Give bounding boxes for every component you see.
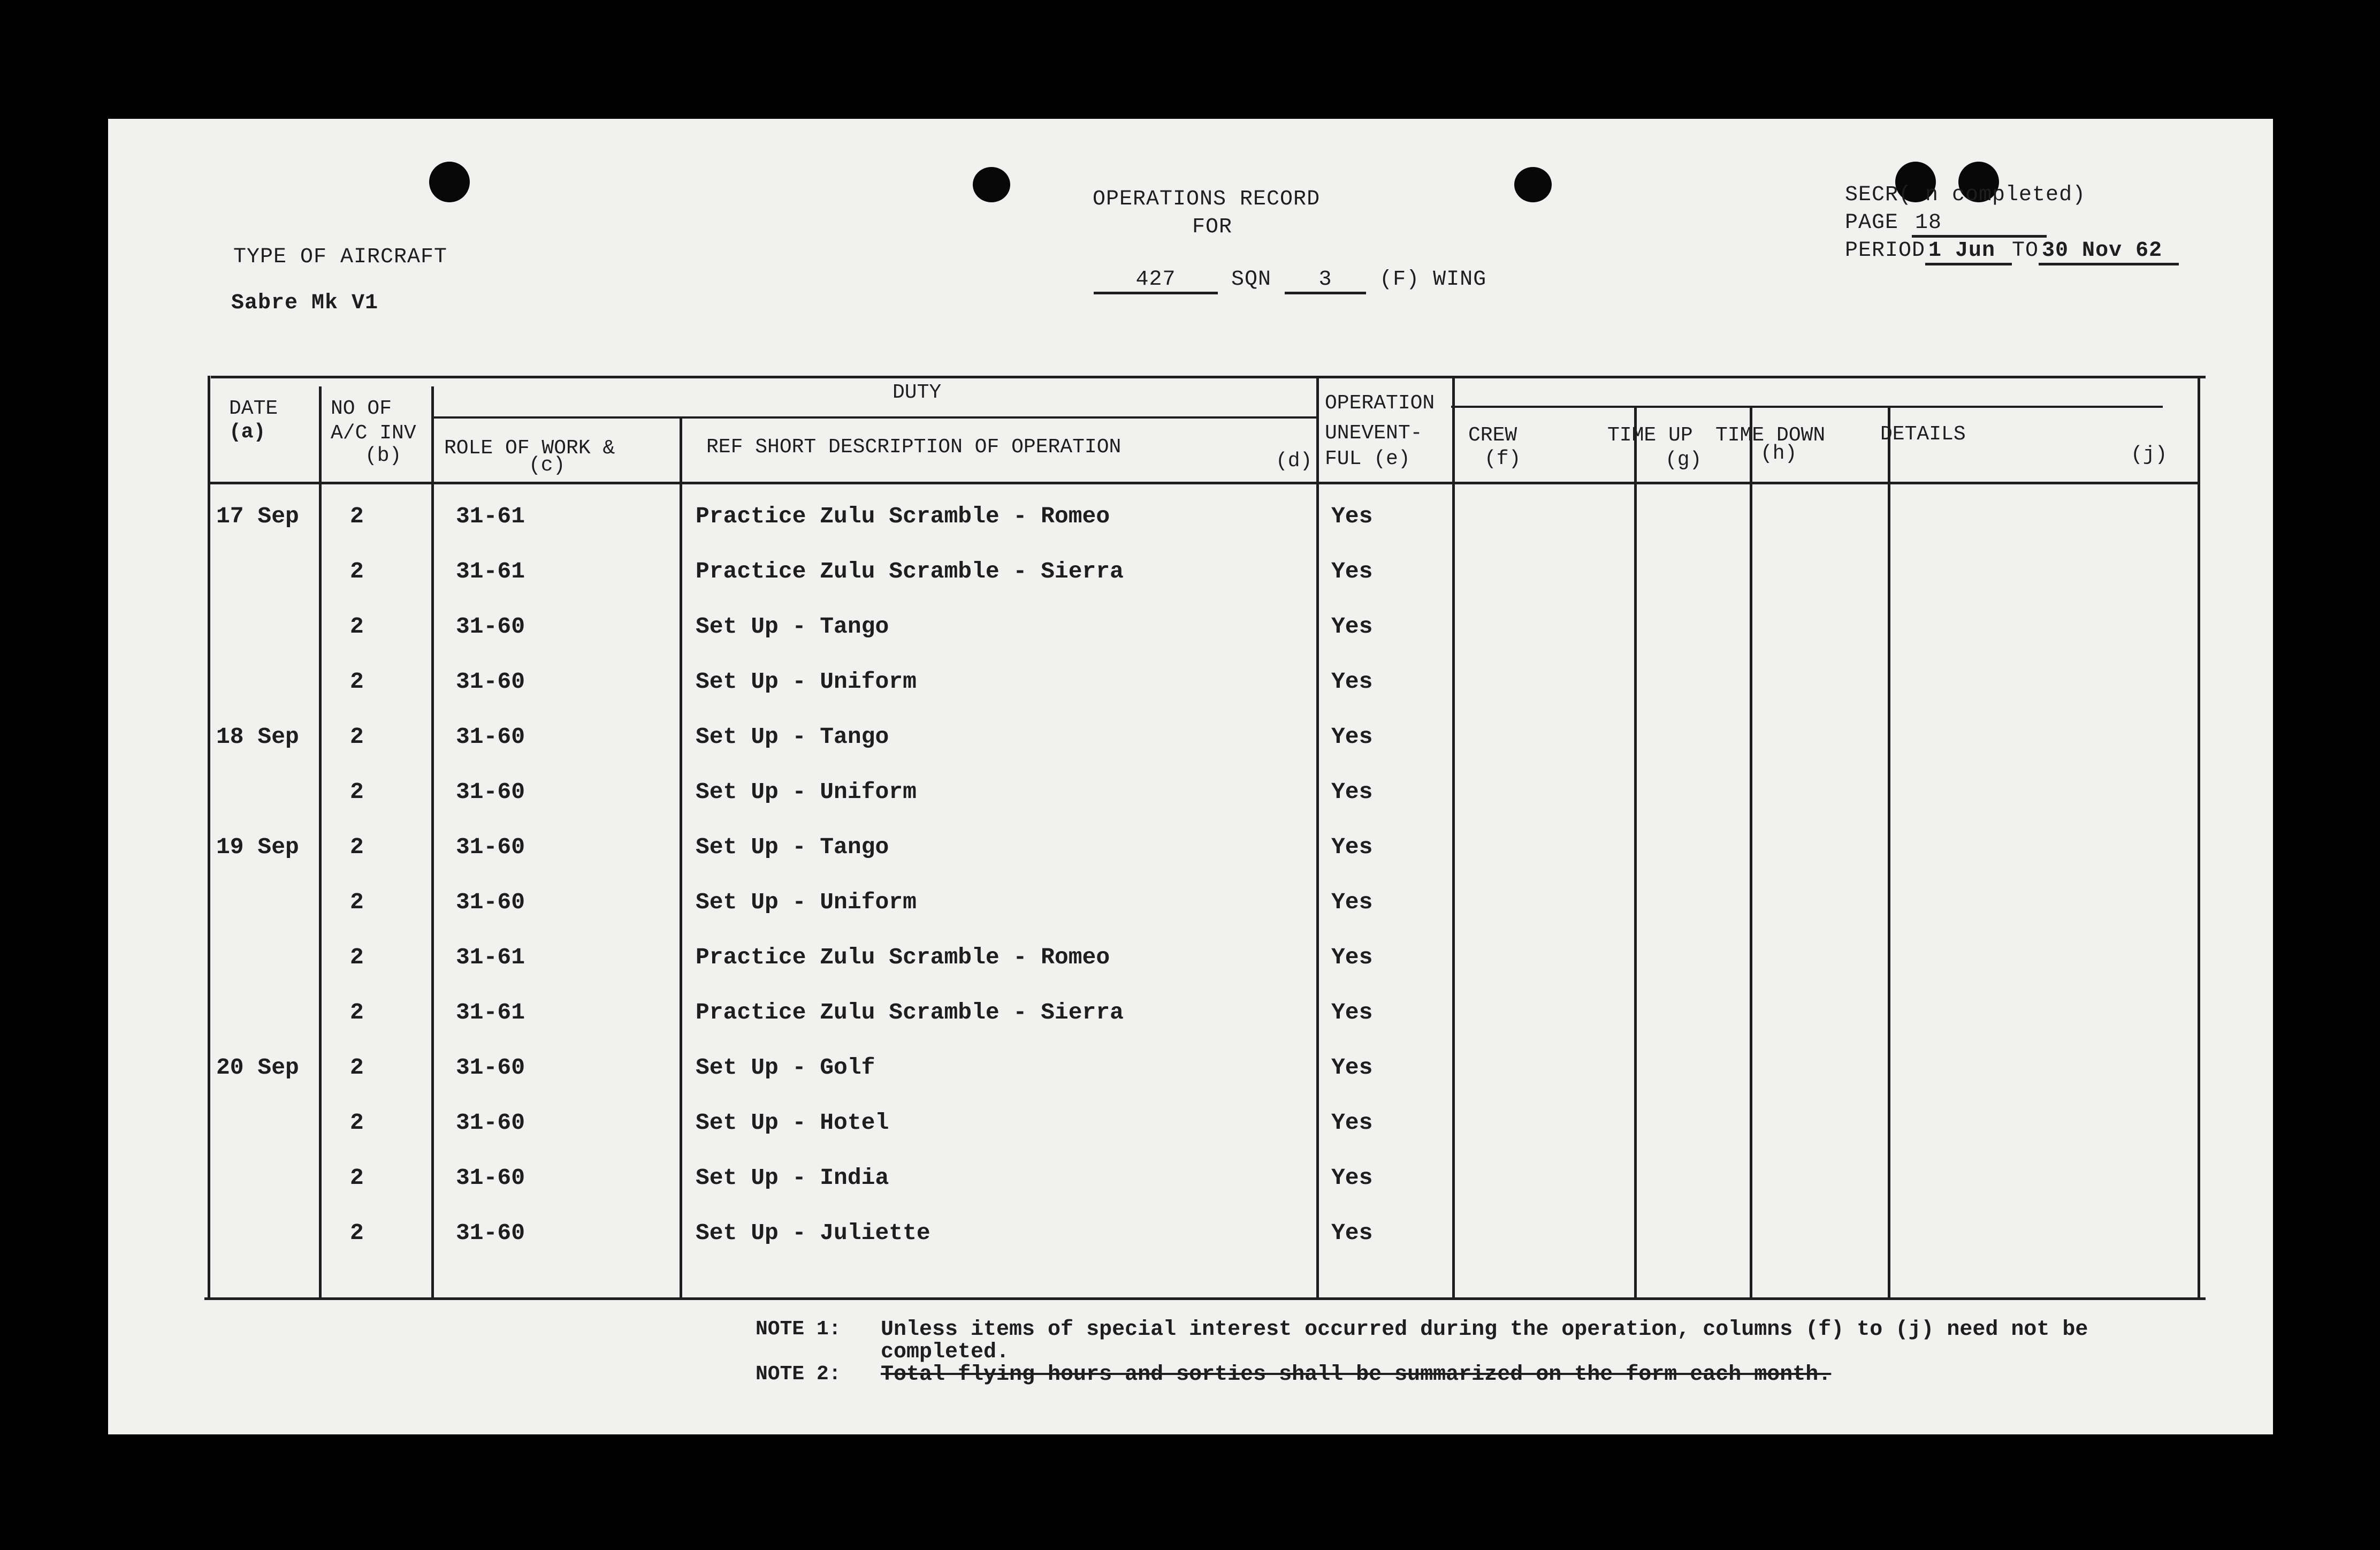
row-role-of-work: 31-60 [456, 834, 525, 860]
header-ac-inv: A/C INV [331, 422, 416, 445]
row-role-of-work: 31-60 [456, 1110, 525, 1136]
row-uneventful: Yes [1331, 1165, 1373, 1191]
row-aircraft-count: 2 [350, 779, 364, 805]
table-row [204, 607, 2206, 662]
security-classification [1845, 183, 2086, 207]
row-uneventful: Yes [1331, 503, 1373, 529]
table-row [204, 938, 2206, 993]
note-2-label: NOTE 2: [756, 1363, 841, 1386]
squadron-line [1094, 268, 1486, 294]
header-crew-key: (f) [1484, 447, 1521, 470]
row-description: Practice Zulu Scramble - Romeo [696, 944, 1110, 970]
row-role-of-work: 31-60 [456, 668, 525, 695]
row-role-of-work: 31-60 [456, 889, 525, 915]
row-date: 18 Sep [216, 724, 299, 750]
table-row [204, 772, 2206, 827]
operations-table [204, 376, 2206, 1419]
punch-hole [1514, 167, 1552, 202]
note-2-text: Total flying hours and sorties shall be summarized on the form each month. [881, 1363, 1832, 1387]
row-uneventful: Yes [1331, 1220, 1373, 1246]
row-aircraft-count: 2 [350, 613, 364, 640]
row-uneventful: Yes [1331, 889, 1373, 915]
period-label: PERIOD [1845, 239, 1926, 263]
row-description: Practice Zulu Scramble - Romeo [696, 503, 1110, 529]
row-aircraft-count: 2 [350, 889, 364, 915]
row-aircraft-count: 2 [350, 944, 364, 970]
row-description: Set Up - Uniform [696, 889, 917, 915]
row-uneventful: Yes [1331, 558, 1373, 584]
page-label: PAGE [1845, 211, 1899, 235]
row-description: Set Up - Uniform [696, 779, 917, 805]
duty-underline [432, 416, 1317, 419]
header-unevent: UNEVENT- [1325, 422, 1423, 445]
header-details-key: (j) [2131, 443, 2168, 466]
aircraft-type: Sabre Mk V1 [231, 291, 379, 315]
row-aircraft-count: 2 [350, 724, 364, 750]
security-prefix: SECR [1845, 183, 1899, 207]
row-role-of-work: 31-61 [456, 558, 525, 584]
header-duty: DUTY [892, 381, 942, 404]
squadron-label: SQN [1231, 268, 1272, 292]
header-date-key: (a) [229, 421, 266, 444]
header-time-up-key: (g) [1665, 449, 1702, 472]
row-description: Set Up - Hotel [696, 1110, 889, 1136]
row-role-of-work: 31-60 [456, 779, 525, 805]
table-row [204, 1158, 2206, 1213]
row-description: Set Up - Tango [696, 834, 889, 860]
header-crew: CREW [1468, 424, 1517, 447]
header-separator [208, 482, 2199, 484]
header-time-down-key: (h) [1760, 442, 1797, 465]
row-role-of-work: 31-60 [456, 1165, 525, 1191]
row-role-of-work: 31-61 [456, 999, 525, 1025]
header-ref: REF SHORT DESCRIPTION OF OPERATION [706, 436, 1122, 459]
right-group-underline [1451, 406, 2163, 408]
row-aircraft-count: 2 [350, 1110, 364, 1136]
header-ful: FUL (e) [1325, 447, 1410, 470]
table-row [204, 827, 2206, 883]
punch-hole [429, 162, 470, 202]
row-uneventful: Yes [1331, 1110, 1373, 1136]
header-role-key: (c) [529, 454, 566, 477]
row-description: Set Up - Uniform [696, 668, 917, 695]
form-title: OPERATIONS RECORD [1093, 187, 1321, 211]
row-role-of-work: 31-60 [456, 724, 525, 750]
period-to: 30 Nov 62 [2039, 239, 2179, 265]
table-row [204, 497, 2206, 552]
page-line [1845, 211, 2047, 238]
row-aircraft-count: 2 [350, 1220, 364, 1246]
row-role-of-work: 31-60 [456, 613, 525, 640]
row-date: 19 Sep [216, 834, 299, 860]
document-sheet [108, 119, 2273, 1434]
row-aircraft-count: 2 [350, 1165, 364, 1191]
row-uneventful: Yes [1331, 779, 1373, 805]
row-date: 20 Sep [216, 1054, 299, 1081]
table-row [204, 662, 2206, 717]
row-aircraft-count: 2 [350, 558, 364, 584]
table-row [204, 552, 2206, 607]
row-aircraft-count: 2 [350, 668, 364, 695]
row-uneventful: Yes [1331, 613, 1373, 640]
header-date: DATE [229, 397, 278, 420]
header-ref-key: (d) [1276, 450, 1313, 473]
row-uneventful: Yes [1331, 668, 1373, 695]
period-to-label: TO [2012, 239, 2039, 263]
row-description: Set Up - Golf [696, 1054, 875, 1081]
wing-label: (F) WING [1379, 268, 1487, 292]
table-row [204, 717, 2206, 772]
header-no-of: NO OF [331, 397, 392, 420]
row-date: 17 Sep [216, 503, 299, 529]
row-aircraft-count: 2 [350, 834, 364, 860]
row-description: Practice Zulu Scramble - Sierra [696, 999, 1124, 1025]
wing-number: 3 [1285, 268, 1366, 294]
row-description: Set Up - Tango [696, 724, 889, 750]
table-row [204, 993, 2206, 1048]
aircraft-type-label: TYPE OF AIRCRAFT [233, 245, 448, 269]
row-aircraft-count: 2 [350, 1054, 364, 1081]
header-time-down: TIME DOWN [1715, 424, 1826, 447]
row-uneventful: Yes [1331, 999, 1373, 1025]
row-uneventful: Yes [1331, 834, 1373, 860]
header-operation: OPERATION [1325, 392, 1435, 415]
table-row [204, 1213, 2206, 1268]
table-border-bottom [204, 1297, 2206, 1300]
row-role-of-work: 31-61 [456, 944, 525, 970]
header-time-up: TIME UP [1607, 424, 1693, 447]
row-aircraft-count: 2 [350, 503, 364, 529]
header-details: DETAILS [1880, 423, 1966, 446]
row-role-of-work: 31-60 [456, 1220, 525, 1246]
header-role: ROLE OF WORK & [444, 437, 615, 460]
period-from: 1 Jun [1925, 239, 2012, 265]
note-1-continuation: completed. [881, 1340, 1010, 1364]
header-ac-key: (b) [365, 444, 402, 467]
form-title-for: FOR [1192, 215, 1233, 239]
table-border-top [211, 376, 2206, 378]
row-description: Set Up - Juliette [696, 1220, 930, 1246]
page-number: 18 [1912, 211, 2047, 238]
row-uneventful: Yes [1331, 944, 1373, 970]
security-rest: ( n completed) [1898, 183, 2086, 207]
row-description: Practice Zulu Scramble - Sierra [696, 558, 1124, 584]
row-uneventful: Yes [1331, 724, 1373, 750]
row-role-of-work: 31-60 [456, 1054, 525, 1081]
period-line [1845, 239, 2179, 265]
table-row [204, 883, 2206, 938]
table-row [204, 1103, 2206, 1158]
squadron-number: 427 [1094, 268, 1218, 294]
row-description: Set Up - Tango [696, 613, 889, 640]
table-body [204, 497, 2206, 1289]
row-uneventful: Yes [1331, 1054, 1373, 1081]
row-role-of-work: 31-61 [456, 503, 525, 529]
row-aircraft-count: 2 [350, 999, 364, 1025]
note-1-label: NOTE 1: [756, 1318, 841, 1341]
row-description: Set Up - India [696, 1165, 889, 1191]
punch-hole [973, 167, 1010, 202]
table-row [204, 1048, 2206, 1103]
note-1-text: Unless items of special interest occurred during the operation, columns (f) to (j) need not be [881, 1318, 2088, 1342]
